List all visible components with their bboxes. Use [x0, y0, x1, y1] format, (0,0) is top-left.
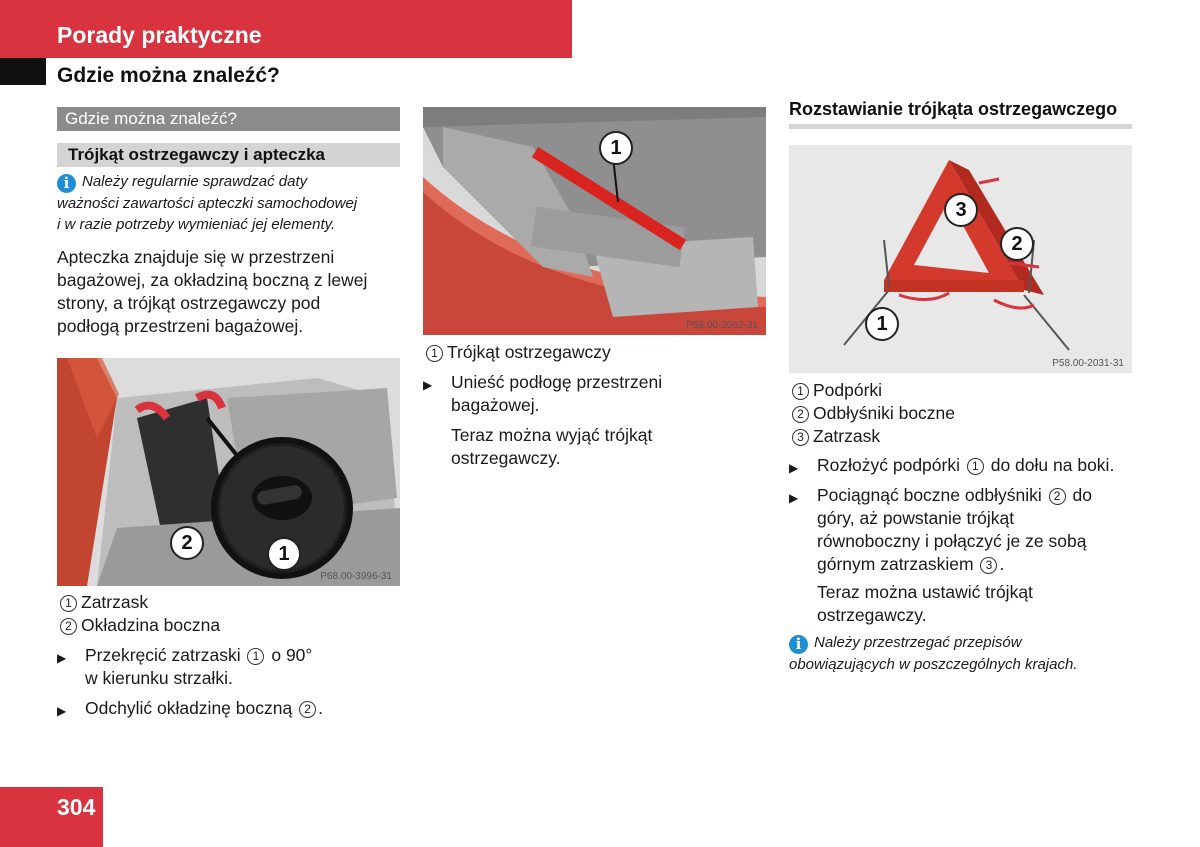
ref-number: 1 [247, 648, 264, 665]
legend-list [792, 379, 955, 448]
warning-triangle-illustration [789, 145, 1132, 373]
legend-label: Okładzina boczna [81, 615, 221, 635]
note-line: Należy regularnie sprawdzać daty [82, 173, 308, 190]
legend-item [60, 591, 148, 614]
legend-item [792, 425, 955, 448]
info-icon: i [789, 635, 808, 654]
step-item [789, 484, 1169, 576]
step-text: Unieść podłogę przestrzeni [451, 372, 663, 392]
legend-number: 1 [60, 595, 77, 612]
step-text: o 90° [271, 645, 313, 665]
body-line: podłogą przestrzeni bagażowej. [57, 316, 304, 336]
legend-label: Trójkąt ostrzegawczy [447, 342, 611, 362]
result-text: ostrzegawczy. [451, 448, 561, 468]
ref-number: 3 [980, 557, 997, 574]
image-code: P58.00-2031-31 [1052, 358, 1124, 369]
bullet-arrow-icon: ▶ [789, 491, 799, 505]
trunk-side-panel-image [57, 358, 400, 586]
body-line: strony, a trójkąt ostrzegawczy pod [57, 293, 321, 313]
callout-2: 2 [1000, 227, 1034, 261]
page-title: Gdzie można znaleźć? [57, 64, 280, 87]
section-marker [0, 58, 46, 85]
legend-item [792, 379, 955, 402]
bullet-arrow-icon: ▶ [789, 461, 799, 475]
step-text: Przekręcić zatrzaski [85, 645, 241, 665]
legend-label: Zatrzask [81, 592, 149, 612]
ref-number: 2 [1049, 488, 1066, 505]
step-text: w kierunku strzałki. [85, 668, 233, 688]
step-text: Pociągnąć boczne odbłyśniki [817, 485, 1042, 505]
legend-number: 1 [426, 345, 443, 362]
note-line: obowiązujących w poszczególnych krajach. [789, 656, 1078, 673]
info-note [57, 171, 402, 235]
step-text: do [1072, 485, 1092, 505]
legend-label: Odbłyśniki boczne [813, 403, 956, 423]
bullet-arrow-icon: ▶ [423, 378, 433, 392]
info-note [789, 632, 1149, 675]
step-text: bagażowej. [451, 395, 540, 415]
callout-2: 2 [170, 526, 204, 560]
callout-3: 3 [944, 193, 978, 227]
callout-1: 1 [267, 537, 301, 571]
step-text: góry, aż powstanie trójkąt [817, 508, 1015, 528]
trunk-floor-illustration [423, 107, 766, 335]
step-item [57, 697, 402, 720]
legend-number: 2 [60, 618, 77, 635]
heading-bar: Gdzie można znaleźć? [57, 107, 400, 131]
legend-item [426, 341, 611, 364]
trunk-floor-image [423, 107, 766, 335]
step-result [817, 581, 1033, 627]
step-text: górnym zatrzaskiem [817, 554, 974, 574]
legend-item [792, 402, 955, 425]
step-text: Odchylić okładzinę boczną [85, 698, 293, 718]
legend-number: 2 [792, 406, 809, 423]
step-text: . [318, 698, 323, 718]
subheading-bar: Trójkąt ostrzegawczy i apteczka [57, 143, 400, 167]
section-heading: Rozstawianie trójkąta ostrzegawczego [789, 99, 1118, 119]
legend-label: Podpórki [813, 380, 883, 400]
ref-number: 1 [967, 458, 984, 475]
image-code: P58.00-2062-31 [686, 320, 758, 331]
bullet-arrow-icon: ▶ [57, 704, 67, 718]
page-number: 304 [57, 794, 96, 820]
result-text: ostrzegawczy. [817, 605, 927, 625]
step-text: do dołu na boki. [990, 455, 1115, 475]
warning-triangle-image [789, 145, 1132, 373]
callout-1: 1 [865, 307, 899, 341]
legend-number: 3 [792, 429, 809, 446]
body-line: Apteczka znajduje się w przestrzeni [57, 247, 335, 267]
step-text: Rozłożyć podpórki [817, 455, 960, 475]
ref-number: 2 [299, 701, 316, 718]
callout-1: 1 [599, 131, 633, 165]
step-text: równoboczny i połączyć je ze sobą [817, 531, 1087, 551]
bullet-arrow-icon: ▶ [57, 651, 67, 665]
body-line: bagażowej, za okładziną boczną z lewej [57, 270, 368, 290]
body-paragraph [57, 246, 402, 338]
heading-underline [789, 124, 1132, 129]
step-item [789, 454, 1169, 477]
legend-item [60, 614, 220, 637]
trunk-illustration [57, 358, 400, 586]
step-text: . [999, 554, 1005, 574]
note-line: ważności zawartości apteczki samochodowej [57, 195, 358, 212]
note-line: Należy przestrzegać przepisów [814, 634, 1022, 651]
note-line: i w razie potrzeby wymieniać jej elementy. [57, 216, 336, 233]
result-text: Teraz można wyjąć trójkąt [451, 425, 653, 445]
step-item [423, 371, 768, 417]
info-icon: i [57, 174, 76, 193]
result-text: Teraz można ustawić trójkąt [817, 582, 1033, 602]
legend-label: Zatrzask [813, 426, 881, 446]
legend-number: 1 [792, 383, 809, 400]
step-item [57, 644, 402, 690]
step-result [451, 424, 652, 470]
image-code: P68.00-3996-31 [320, 571, 392, 582]
section-title: Porady praktyczne [57, 22, 262, 48]
